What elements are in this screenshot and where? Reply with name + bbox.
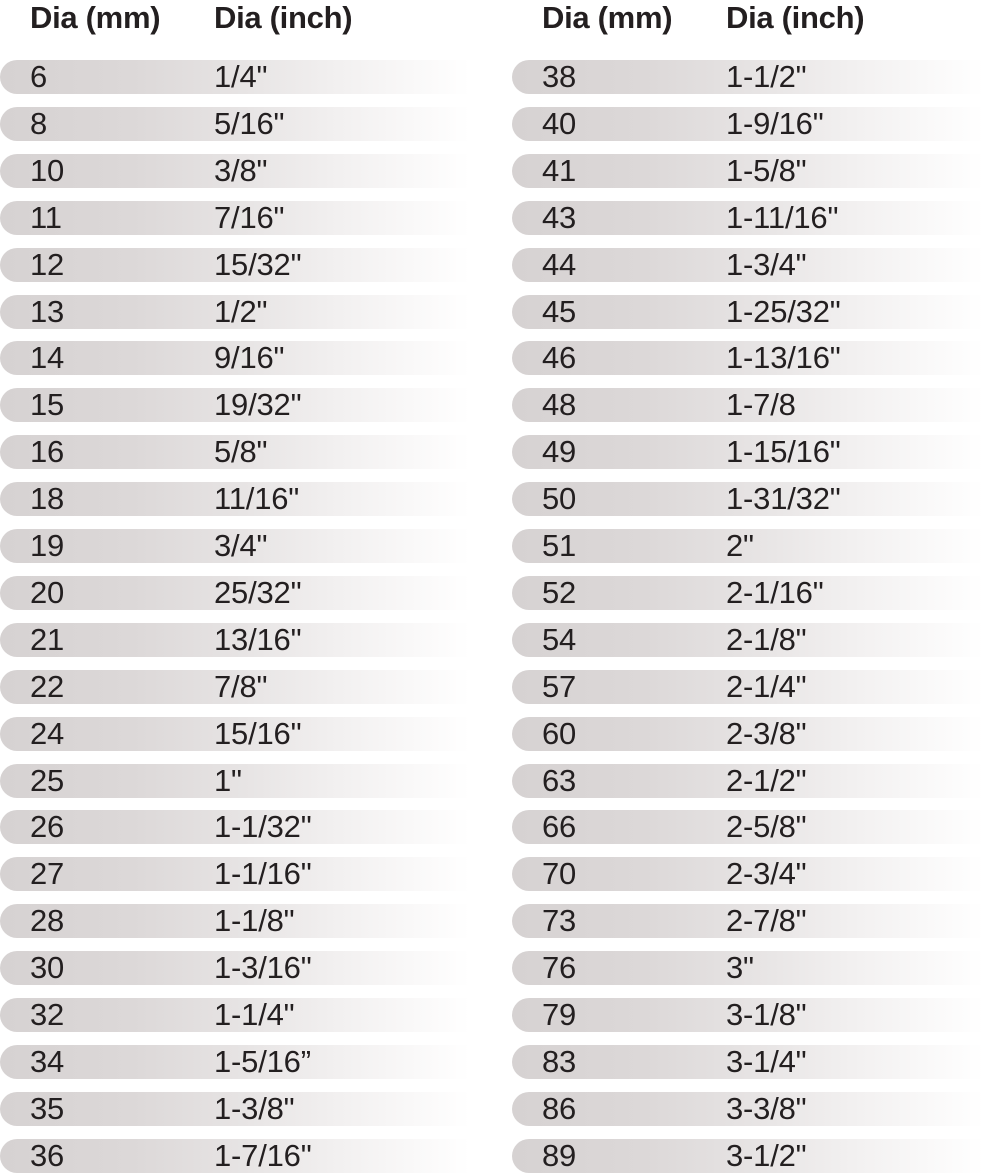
cell-dia-inch: 1-7/8: [726, 387, 796, 423]
cell-dia-inch: 3-1/4": [726, 1043, 807, 1079]
cell-dia-inch: 1-1/16": [214, 856, 312, 892]
table-row: [0, 154, 470, 188]
table-row: [512, 1092, 984, 1126]
cell-dia-mm: 60: [542, 715, 577, 751]
table-row: [512, 1139, 984, 1173]
table-row: [512, 529, 984, 563]
cell-dia-mm: 28: [30, 903, 65, 939]
cell-dia-mm: 25: [30, 762, 65, 798]
table-row: [512, 1045, 984, 1079]
cell-dia-mm: 48: [542, 387, 577, 423]
cell-dia-inch: 3": [726, 950, 754, 986]
cell-dia-mm: 45: [542, 293, 577, 329]
table-row: [0, 810, 470, 844]
cell-dia-mm: 66: [542, 809, 577, 845]
cell-dia-mm: 52: [542, 574, 577, 610]
table-row: [0, 60, 470, 94]
table-row: [512, 951, 984, 985]
table-row: [512, 717, 984, 751]
cell-dia-inch: 1-5/8": [726, 152, 807, 188]
table-row: [512, 857, 984, 891]
cell-dia-inch: 1-3/8": [214, 1090, 295, 1126]
table-row: [512, 154, 984, 188]
cell-dia-mm: 43: [542, 199, 577, 235]
table-row: [512, 201, 984, 235]
cell-dia-mm: 26: [30, 809, 65, 845]
cell-dia-inch: 2-3/4": [726, 856, 807, 892]
cell-dia-mm: 46: [542, 340, 577, 376]
table-row: [512, 576, 984, 610]
cell-dia-mm: 12: [30, 246, 65, 282]
cell-dia-mm: 70: [542, 856, 577, 892]
table-header: [0, 0, 470, 44]
cell-dia-mm: 14: [30, 340, 65, 376]
table-row: [0, 576, 470, 610]
cell-dia-inch: 1-3/4": [726, 246, 807, 282]
cell-dia-inch: 3/8": [214, 152, 268, 188]
cell-dia-inch: 7/16": [214, 199, 285, 235]
header-dia-inch: Dia (inch): [214, 0, 353, 35]
table-row: [512, 248, 984, 282]
table-row: [0, 529, 470, 563]
table-row: [512, 904, 984, 938]
cell-dia-inch: 1-9/16": [726, 105, 824, 141]
cell-dia-inch: 2-5/8": [726, 809, 807, 845]
cell-dia-inch: 25/32": [214, 574, 302, 610]
cell-dia-inch: 1-1/2": [726, 59, 807, 94]
cell-dia-mm: 63: [542, 762, 577, 798]
cell-dia-inch: 5/16": [214, 105, 285, 141]
cell-dia-mm: 79: [542, 997, 577, 1032]
cell-dia-mm: 15: [30, 387, 65, 423]
cell-dia-mm: 13: [30, 293, 65, 329]
cell-dia-inch: 1-1/4": [214, 997, 295, 1032]
cell-dia-mm: 89: [542, 1137, 577, 1173]
cell-dia-inch: 3/4": [214, 528, 268, 563]
table-row: [0, 998, 470, 1032]
cell-dia-mm: 6: [30, 59, 48, 94]
cell-dia-inch: 1-1/32": [214, 809, 312, 845]
cell-dia-mm: 41: [542, 152, 577, 188]
header-dia-mm: Dia (mm): [30, 0, 161, 35]
cell-dia-inch: 1-7/16": [214, 1137, 312, 1173]
cell-dia-inch: 2-7/8": [726, 903, 807, 939]
cell-dia-mm: 76: [542, 950, 577, 986]
table-header: [512, 0, 984, 44]
cell-dia-mm: 36: [30, 1137, 65, 1173]
cell-dia-inch: 13/16": [214, 621, 302, 657]
cell-dia-inch: 1-13/16": [726, 340, 841, 376]
table-row: [0, 482, 470, 516]
table-row: [0, 201, 470, 235]
cell-dia-mm: 38: [542, 59, 577, 94]
cell-dia-mm: 21: [30, 621, 65, 657]
table-row: [512, 107, 984, 141]
table-row: [0, 1092, 470, 1126]
table-row: [0, 1045, 470, 1079]
table-row: [512, 810, 984, 844]
cell-dia-mm: 73: [542, 903, 577, 939]
table-row: [0, 951, 470, 985]
table-row: [0, 435, 470, 469]
cell-dia-mm: 50: [542, 481, 577, 517]
cell-dia-mm: 27: [30, 856, 65, 892]
cell-dia-mm: 16: [30, 434, 65, 470]
cell-dia-inch: 9/16": [214, 340, 285, 376]
table-row: [512, 388, 984, 422]
cell-dia-inch: 2-1/16": [726, 574, 824, 610]
cell-dia-inch: 19/32": [214, 387, 302, 423]
table-row: [512, 998, 984, 1032]
header-dia-mm: Dia (mm): [542, 0, 673, 35]
cell-dia-mm: 83: [542, 1043, 577, 1079]
table-row: [512, 623, 984, 657]
table-row: [0, 341, 470, 375]
cell-dia-inch: 3-1/8": [726, 997, 807, 1032]
table-row: [0, 623, 470, 657]
cell-dia-mm: 86: [542, 1090, 577, 1126]
table-row: [0, 388, 470, 422]
table-row: [512, 764, 984, 798]
table-row: [0, 1139, 470, 1173]
cell-dia-inch: 2-3/8": [726, 715, 807, 751]
cell-dia-inch: 1": [214, 762, 242, 798]
cell-dia-mm: 34: [30, 1043, 65, 1079]
table-row: [0, 857, 470, 891]
conversion-table-right: [512, 0, 984, 1173]
table-row: [512, 295, 984, 329]
header-dia-inch: Dia (inch): [726, 0, 865, 35]
cell-dia-mm: 51: [542, 528, 577, 563]
cell-dia-inch: 15/32": [214, 246, 302, 282]
cell-dia-mm: 35: [30, 1090, 65, 1126]
cell-dia-mm: 20: [30, 574, 65, 610]
cell-dia-mm: 22: [30, 668, 65, 704]
cell-dia-inch: 2-1/8": [726, 621, 807, 657]
cell-dia-inch: 5/8": [214, 434, 268, 470]
cell-dia-inch: 1-1/8": [214, 903, 295, 939]
cell-dia-mm: 10: [30, 152, 65, 188]
cell-dia-inch: 11/16": [214, 481, 300, 517]
cell-dia-inch: 2": [726, 528, 754, 563]
table-row: [0, 717, 470, 751]
cell-dia-inch: 3-1/2": [726, 1137, 807, 1173]
table-row: [0, 107, 470, 141]
cell-dia-inch: 1-5/16”: [214, 1043, 311, 1079]
table-row: [0, 248, 470, 282]
cell-dia-mm: 18: [30, 481, 65, 517]
cell-dia-mm: 40: [542, 105, 577, 141]
table-row: [512, 482, 984, 516]
cell-dia-mm: 54: [542, 621, 577, 657]
conversion-table-left: [0, 0, 470, 1173]
table-row: [512, 60, 984, 94]
table-row: [0, 670, 470, 704]
table-row: [0, 904, 470, 938]
cell-dia-mm: 44: [542, 246, 577, 282]
cell-dia-mm: 30: [30, 950, 65, 986]
table-row: [0, 295, 470, 329]
cell-dia-inch: 1-11/16": [726, 199, 839, 235]
cell-dia-mm: 32: [30, 997, 65, 1032]
cell-dia-inch: 15/16": [214, 715, 302, 751]
table-row: [512, 341, 984, 375]
table-row: [512, 670, 984, 704]
cell-dia-mm: 49: [542, 434, 577, 470]
cell-dia-mm: 19: [30, 528, 65, 563]
cell-dia-mm: 8: [30, 105, 48, 141]
cell-dia-inch: 2-1/4": [726, 668, 807, 704]
cell-dia-inch: 1/2": [214, 293, 268, 329]
cell-dia-mm: 11: [30, 199, 62, 235]
cell-dia-inch: 1-31/32": [726, 481, 841, 517]
cell-dia-inch: 7/8": [214, 668, 268, 704]
cell-dia-inch: 1-15/16": [726, 434, 841, 470]
cell-dia-mm: 24: [30, 715, 65, 751]
cell-dia-mm: 57: [542, 668, 577, 704]
cell-dia-inch: 3-3/8": [726, 1090, 807, 1126]
cell-dia-inch: 1-25/32": [726, 293, 841, 329]
cell-dia-inch: 1/4": [214, 59, 268, 94]
cell-dia-inch: 2-1/2": [726, 762, 807, 798]
table-row: [0, 764, 470, 798]
table-row: [512, 435, 984, 469]
cell-dia-inch: 1-3/16": [214, 950, 312, 986]
